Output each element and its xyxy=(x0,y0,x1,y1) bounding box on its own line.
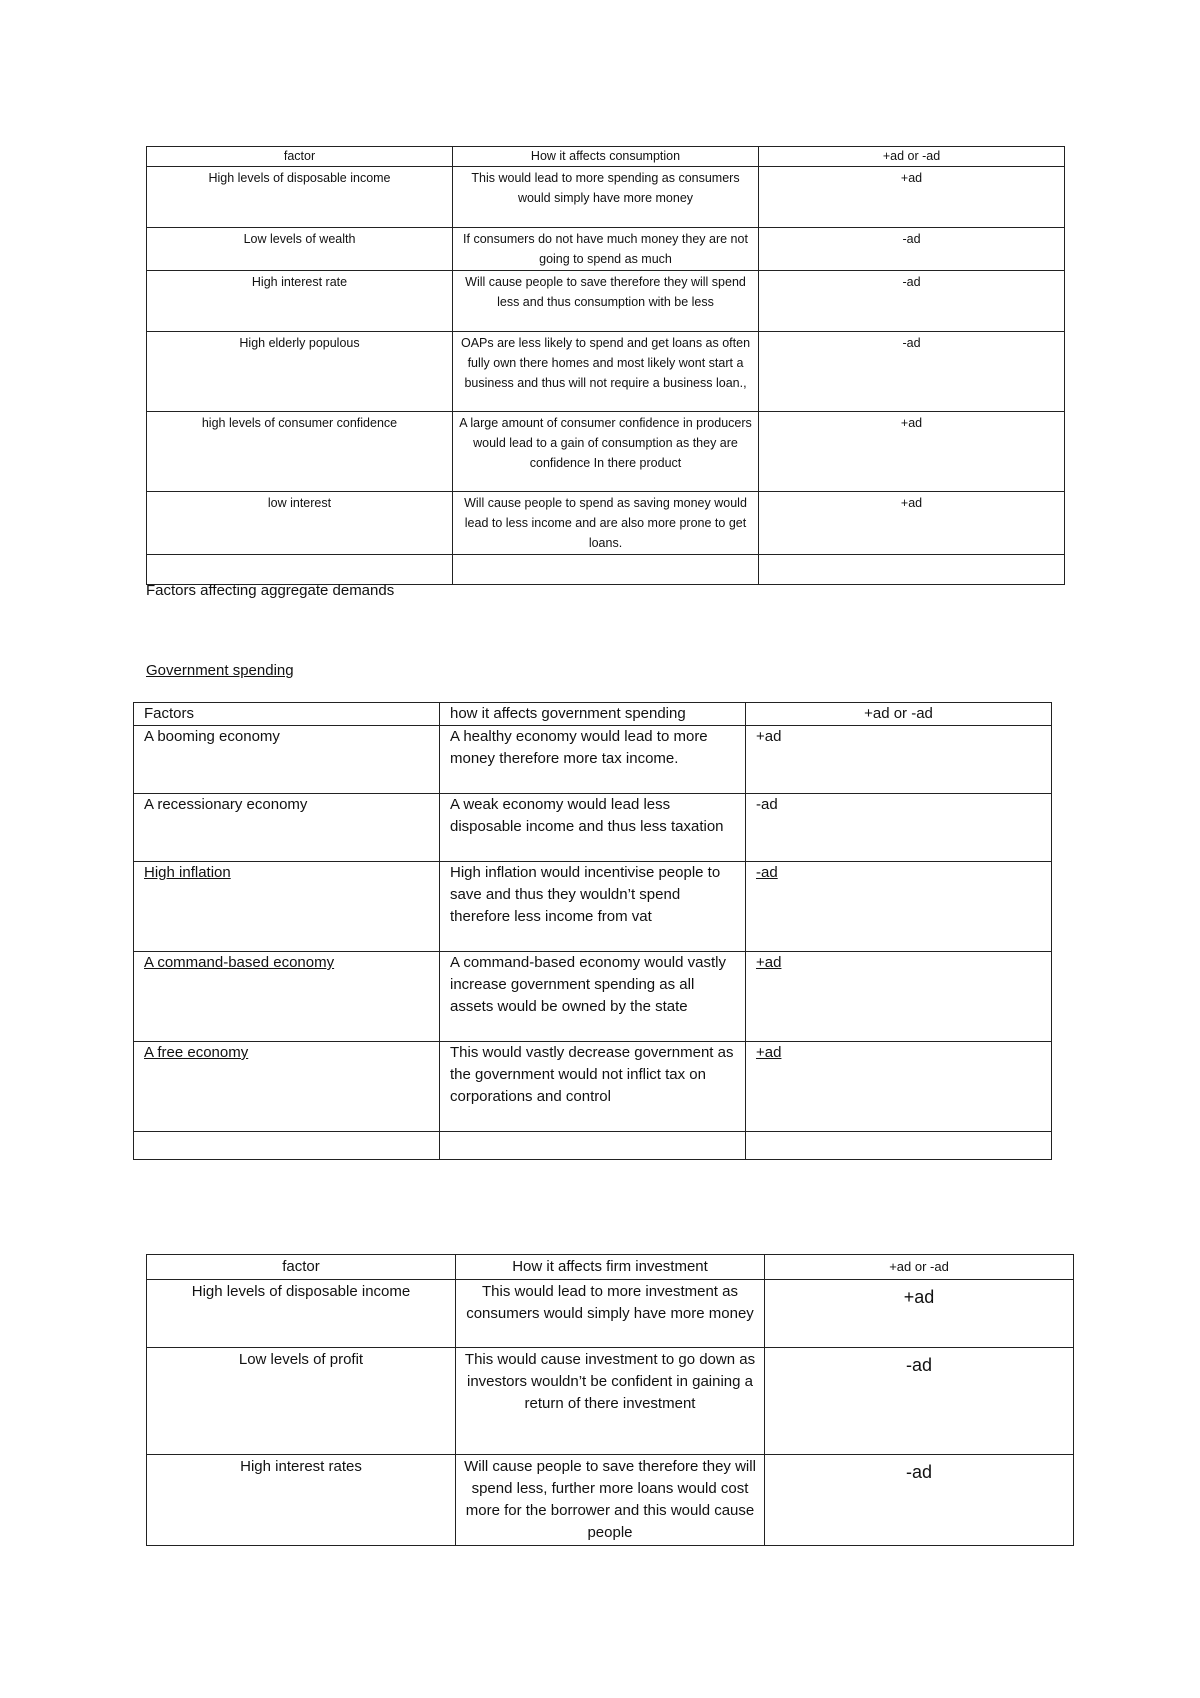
empty-cell xyxy=(440,1132,746,1160)
table-row xyxy=(134,862,1052,952)
empty-cell xyxy=(759,555,1065,585)
effect-cell: Will cause people to save therefore they will spend less, further more loans would cost more for the borrower and this would cause people xyxy=(456,1455,765,1546)
header-cell: +ad or -ad xyxy=(746,703,1052,726)
sign-cell: +ad xyxy=(759,167,1065,228)
factor-cell: High interest rates xyxy=(147,1455,456,1546)
sign-cell: +ad xyxy=(746,952,1052,1042)
factor-cell: low interest xyxy=(147,492,453,555)
sign-cell: +ad xyxy=(746,726,1052,794)
sign-cell: -ad xyxy=(746,862,1052,952)
header-cell: How it affects consumption xyxy=(453,147,759,167)
table-row xyxy=(147,332,1065,412)
table-row xyxy=(147,1348,1074,1455)
factor-cell: High inflation xyxy=(134,862,440,952)
factor-cell: Low levels of wealth xyxy=(147,228,453,271)
empty-cell xyxy=(147,555,453,585)
table-header-row xyxy=(134,703,1052,726)
factor-cell: high levels of consumer confidence xyxy=(147,412,453,492)
factor-cell: High levels of disposable income xyxy=(147,1280,456,1348)
table-row xyxy=(147,1455,1074,1546)
header-cell: factor xyxy=(147,1255,456,1280)
table-row xyxy=(147,1280,1074,1348)
table-row xyxy=(147,228,1065,271)
header-cell: Factors xyxy=(134,703,440,726)
sign-cell: -ad xyxy=(765,1348,1074,1455)
table-row xyxy=(134,952,1052,1042)
sign-cell: +ad xyxy=(759,412,1065,492)
sign-cell: -ad xyxy=(765,1455,1074,1546)
effect-cell: If consumers do not have much money they are not going to spend as much xyxy=(453,228,759,271)
effect-cell: This would lead to more investment as consumers would simply have more money xyxy=(456,1280,765,1348)
factor-cell: A command-based economy xyxy=(134,952,440,1042)
effect-cell: Will cause people to spend as saving money would lead to less income and are also more prone to get loans. xyxy=(453,492,759,555)
section-title: Government spending xyxy=(146,662,294,679)
sign-cell: -ad xyxy=(759,332,1065,412)
table-row xyxy=(134,794,1052,862)
effect-cell: This would lead to more spending as consumers would simply have more money xyxy=(453,167,759,228)
factor-cell: A booming economy xyxy=(134,726,440,794)
sign-cell: -ad xyxy=(759,228,1065,271)
government-spending-table xyxy=(133,702,1052,1160)
table-row xyxy=(147,492,1065,555)
factor-cell: A free economy xyxy=(134,1042,440,1132)
consumption-table xyxy=(146,146,1065,585)
table-caption: Factors affecting aggregate demands xyxy=(146,582,395,599)
table-row xyxy=(134,1042,1052,1132)
sign-cell: +ad xyxy=(746,1042,1052,1132)
sign-cell: +ad xyxy=(765,1280,1074,1348)
table-row xyxy=(147,167,1065,228)
sign-cell: +ad xyxy=(759,492,1065,555)
effect-cell: A command-based economy would vastly increase government spending as all assets would be owned by the state xyxy=(440,952,746,1042)
investment-table xyxy=(146,1254,1074,1546)
empty-row xyxy=(134,1132,1052,1160)
effect-cell: OAPs are less likely to spend and get loans as often fully own there homes and most likely wont start a business and thus will not require a business loan., xyxy=(453,332,759,412)
table-header-row xyxy=(147,147,1065,167)
effect-cell: A weak economy would lead less disposable income and thus less taxation xyxy=(440,794,746,862)
empty-row xyxy=(147,555,1065,585)
header-cell: +ad or -ad xyxy=(759,147,1065,167)
sign-cell: -ad xyxy=(746,794,1052,862)
factor-cell: High interest rate xyxy=(147,271,453,332)
sign-cell: -ad xyxy=(759,271,1065,332)
effect-cell: A large amount of consumer confidence in producers would lead to a gain of consumption as they are confidence In there product xyxy=(453,412,759,492)
table-row xyxy=(147,412,1065,492)
factor-cell: High elderly populous xyxy=(147,332,453,412)
empty-cell xyxy=(134,1132,440,1160)
header-cell: how it affects government spending xyxy=(440,703,746,726)
header-cell: factor xyxy=(147,147,453,167)
empty-cell xyxy=(453,555,759,585)
effect-cell: Will cause people to save therefore they will spend less and thus consumption with be less xyxy=(453,271,759,332)
factor-cell: A recessionary economy xyxy=(134,794,440,862)
empty-cell xyxy=(746,1132,1052,1160)
effect-cell: A healthy economy would lead to more money therefore more tax income. xyxy=(440,726,746,794)
effect-cell: This would cause investment to go down as investors wouldn’t be confident in gaining a return of there investment xyxy=(456,1348,765,1455)
table-header-row xyxy=(147,1255,1074,1280)
factor-cell: Low levels of profit xyxy=(147,1348,456,1455)
effect-cell: High inflation would incentivise people to save and thus they wouldn’t spend therefore less income from vat xyxy=(440,862,746,952)
header-cell: +ad or -ad xyxy=(765,1255,1074,1280)
effect-cell: This would vastly decrease government as the government would not inflict tax on corporations and control xyxy=(440,1042,746,1132)
table-row xyxy=(147,271,1065,332)
factor-cell: High levels of disposable income xyxy=(147,167,453,228)
header-cell: How it affects firm investment xyxy=(456,1255,765,1280)
table-row xyxy=(134,726,1052,794)
